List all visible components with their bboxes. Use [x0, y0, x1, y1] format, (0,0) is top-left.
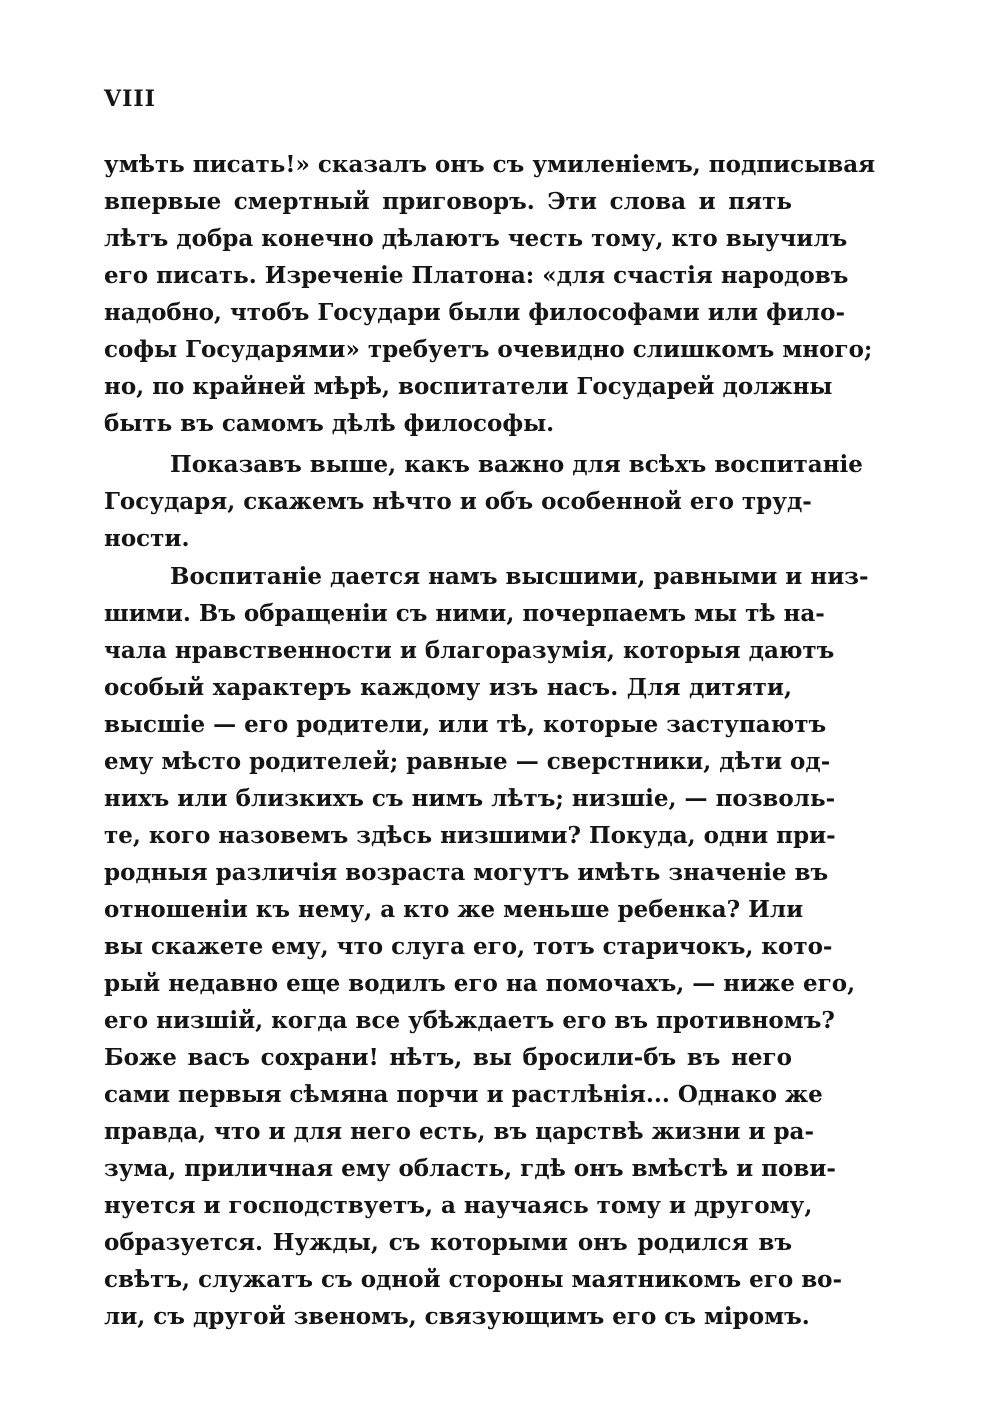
text-line: Воспитаніе дается намъ высшими, равными и низ- [170, 563, 869, 590]
text-line: надобно, чтобъ Государи были философами или фило- [104, 299, 846, 326]
text-line: его писать. Изреченіе Платона: «для счастія народовъ [104, 262, 849, 289]
text-line: чала нравственности и благоразумія, которыя даютъ [104, 637, 835, 664]
text-line: отношеніи къ нему, а кто же меньше ребенка? Или [104, 896, 804, 923]
page-number: VIII [104, 86, 156, 112]
text-line: лѣтъ добра конечно дѣлаютъ честь тому, кто выучилъ [104, 225, 848, 252]
text-line: но, по крайней мѣрѣ, воспитатели Государей должны [104, 373, 833, 400]
text-line: свѣтъ, служатъ съ одной стороны маятникомъ его во- [104, 1266, 843, 1293]
paragraph-3 [104, 558, 869, 1335]
text-line: умѣть писать!» сказалъ онъ съ умиленіемъ, подписывая [104, 151, 876, 178]
text-line: образуется. Нужды, съ которыми онъ родился въ [104, 1229, 792, 1256]
text-line: особый характеръ каждому изъ насъ. Для дитяти, [104, 674, 792, 701]
text-line: Боже васъ сохрани! нѣтъ, вы бросили-бъ въ него [104, 1044, 792, 1071]
text-line: шими. Въ обращеніи съ ними, почерпаемъ мы тѣ на- [104, 600, 825, 627]
text-line: его низшій, когда все убѣждаетъ его въ противномъ? [104, 1007, 835, 1034]
text-line: правда, что и для него есть, въ царствѣ жизни и ра- [104, 1118, 815, 1145]
text-line: нуется и господствуетъ, а научаясь тому и другому, [104, 1192, 813, 1219]
text-line: сами первыя сѣмяна порчи и растлѣнія... Однако же [104, 1081, 823, 1108]
text-line: софы Государями» требуетъ очевидно слишкомъ много; [104, 336, 873, 363]
text-line: ности. [104, 525, 190, 552]
text-line: ему мѣсто родителей; равные — сверстники, дѣти од- [104, 748, 831, 775]
text-line: рый недавно еще водилъ его на помочахъ, — ниже его, [104, 970, 856, 997]
text-line: Государя, скажемъ нѣчто и объ особенной его труд- [104, 488, 812, 515]
paragraph-2 [104, 446, 863, 557]
text-line: впервые смертный приговоръ. Эти слова и пять [104, 188, 792, 215]
text-line: ли, съ другой звеномъ, связующимъ его съ міромъ. [104, 1303, 810, 1330]
text-line: те, кого назовемъ здѣсь низшими? Покуда, одни при- [104, 822, 836, 849]
text-line: Показавъ выше, какъ важно для всѣхъ воспитаніе [170, 451, 863, 478]
text-line: высшіе — его родители, или тѣ, которые заступаютъ [104, 711, 827, 738]
text-line: родныя различія возраста могутъ имѣть значеніе въ [104, 859, 829, 886]
paragraph-1 [104, 146, 876, 442]
text-line: быть въ самомъ дѣлѣ философы. [104, 410, 555, 437]
text-line: зума, приличная ему область, гдѣ онъ вмѣстѣ и пови- [104, 1155, 836, 1182]
text-line: вы скажете ему, что слуга его, тотъ старичокъ, кото- [104, 933, 833, 960]
text-line: нихъ или близкихъ съ нимъ лѣтъ; низшіе, — позволь- [104, 785, 836, 812]
